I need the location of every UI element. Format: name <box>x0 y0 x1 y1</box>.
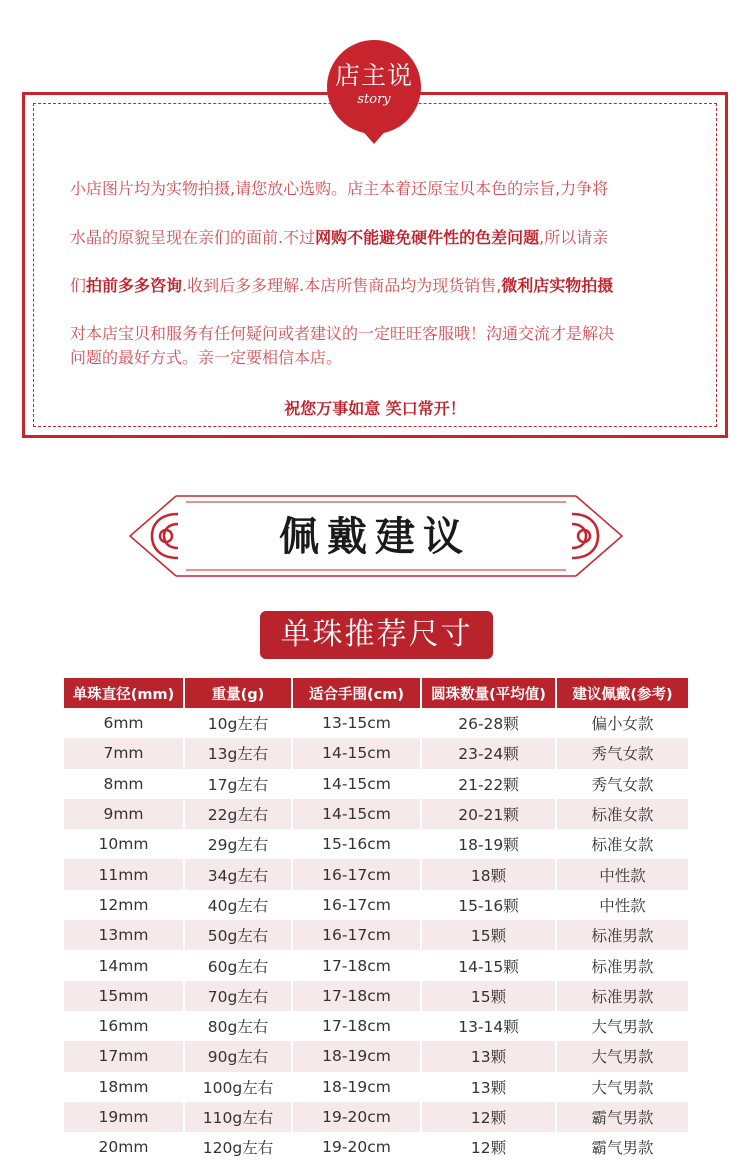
table-cell: 34g左右 <box>185 859 293 889</box>
table-header-cell: 重量(g) <box>185 678 293 708</box>
table-row <box>64 769 688 799</box>
table-row <box>64 1041 688 1071</box>
table-cell: 19mm <box>64 1102 185 1132</box>
notice-highlight: 拍前多多咨询 <box>86 276 183 295</box>
table-cell: 17-18cm <box>293 950 422 980</box>
table-cell: 霸气男款 <box>591 1109 654 1127</box>
notice-text: ,所以请亲 <box>539 228 609 247</box>
table-cell: 16mm <box>64 1011 185 1041</box>
notice-text: 们 <box>70 276 87 295</box>
table-cell: 80g左右 <box>185 1011 293 1041</box>
table-cell: 12颗 <box>422 1102 557 1132</box>
notice-wish: 祝您万事如意 笑口常开！ <box>284 399 466 418</box>
table-cell: 120g左右 <box>185 1132 293 1162</box>
table-cell: 19-20cm <box>293 1132 422 1162</box>
table-header-row <box>64 678 688 708</box>
table-cell: 18-19cm <box>293 1072 422 1102</box>
table-cell: 标准女款 <box>591 806 654 825</box>
table-cell: 23-24颗 <box>422 738 557 768</box>
table-cell: 14mm <box>64 950 185 980</box>
notice-highlight: 微利店实物拍摄 <box>501 276 614 295</box>
table-cell: 18-19cm <box>293 1041 422 1071</box>
table-cell: 100g左右 <box>185 1072 293 1102</box>
table-cell: 29g左右 <box>185 829 293 859</box>
table-cell: 大气男款 <box>591 1078 654 1097</box>
table-cell: 17-18cm <box>293 981 422 1011</box>
table-cell: 15颗 <box>422 981 557 1011</box>
notice-highlight: 网购不能避免硬件性的色差问题 <box>315 228 540 247</box>
table-cell: 12颗 <box>422 1132 557 1162</box>
table-cell: 14-15cm <box>293 799 422 829</box>
table-row <box>64 981 688 1011</box>
table-row <box>64 1102 688 1132</box>
table-cell: 11mm <box>64 859 185 889</box>
notice-line-5: 问题的最好方式。亲一定要相信本店。 <box>70 348 343 367</box>
table-cell: 秀气女款 <box>591 745 654 764</box>
table-cell: 标准男款 <box>591 957 654 976</box>
table-cell: 大气男款 <box>591 1048 654 1067</box>
table-row <box>64 1011 688 1041</box>
table-cell: 40g左右 <box>185 890 293 920</box>
notice-line-2 <box>70 228 608 248</box>
bead-size-ribbon: 单珠推荐尺寸 <box>260 611 493 659</box>
table-cell: 16-17cm <box>293 859 422 889</box>
table-cell: 7mm <box>64 738 185 768</box>
notice-dashed-border <box>33 103 717 427</box>
table-cell: 13颗 <box>422 1072 557 1102</box>
table-row <box>64 829 688 859</box>
table-cell: 12mm <box>64 890 185 920</box>
table-cell: 秀气女款 <box>591 775 654 794</box>
table-cell: 16-17cm <box>293 920 422 950</box>
shopkeeper-says-badge <box>327 40 421 134</box>
table-cell: 18-19颗 <box>422 829 557 859</box>
table-cell: 中性款 <box>599 866 646 885</box>
table-row <box>64 1072 688 1102</box>
table-cell: 大气男款 <box>591 1018 654 1037</box>
table-cell: 标准男款 <box>591 927 654 946</box>
badge-title: 店主说 <box>334 61 413 90</box>
table-row <box>64 920 688 950</box>
table-header-cell: 圆珠数量(平均值) <box>422 678 557 708</box>
table-cell: 标准女款 <box>591 836 654 855</box>
bead-size-table <box>64 678 688 1162</box>
table-cell: 8mm <box>64 769 185 799</box>
notice-line-1: 小店图片均为实物拍摄,请您放心选购。店主本着还原宝贝本色的宗旨,力争将 <box>70 179 609 198</box>
table-cell: 17mm <box>64 1041 185 1071</box>
table-cell: 22g左右 <box>185 799 293 829</box>
notice-line-4: 对本店宝贝和服务有任何疑问或者建议的一定旺旺客服哦！沟通交流才是解决 <box>70 324 615 343</box>
table-row <box>64 708 688 738</box>
table-cell: 20-21颗 <box>422 799 557 829</box>
table-cell: 16-17cm <box>293 890 422 920</box>
table-cell: 13-14颗 <box>422 1011 557 1041</box>
notice-text: .收到后多多理解.本店所售商品均为现货销售, <box>182 276 502 295</box>
table-cell: 标准男款 <box>591 987 654 1006</box>
table-cell: 13颗 <box>422 1041 557 1071</box>
table-row <box>64 1132 688 1162</box>
table-cell: 中性款 <box>599 896 646 915</box>
table-cell: 霸气男款 <box>591 1139 654 1158</box>
table-cell: 9mm <box>64 799 185 829</box>
table-row <box>64 738 688 768</box>
table-cell: 70g左右 <box>185 981 293 1011</box>
table-row <box>64 799 688 829</box>
table-cell: 15颗 <box>422 920 557 950</box>
table-cell: 10g左右 <box>185 708 293 738</box>
table-header-cell: 单珠直径(mm) <box>64 678 185 708</box>
table-cell: 13g左右 <box>185 738 293 768</box>
table-cell: 50g左右 <box>185 920 293 950</box>
notice-text: 水晶的原貌呈现在亲们的面前.不过 <box>70 228 316 247</box>
table-cell: 110g左右 <box>185 1102 293 1132</box>
badge-subtitle: story <box>357 92 391 107</box>
table-cell: 20mm <box>64 1132 185 1162</box>
table-cell: 21-22颗 <box>422 769 557 799</box>
notice-line-3 <box>70 276 613 296</box>
table-cell: 17-18cm <box>293 1011 422 1041</box>
table-cell: 19-20cm <box>293 1102 422 1132</box>
table-cell: 14-15cm <box>293 738 422 768</box>
table-cell: 15mm <box>64 981 185 1011</box>
table-row <box>64 950 688 980</box>
table-cell: 10mm <box>64 829 185 859</box>
table-cell: 18mm <box>64 1072 185 1102</box>
table-cell: 17g左右 <box>185 769 293 799</box>
table-header-cell: 建议佩戴(参考) <box>572 686 673 703</box>
table-cell: 26-28颗 <box>422 708 557 738</box>
table-row <box>64 859 688 889</box>
table-cell: 90g左右 <box>185 1041 293 1071</box>
table-header-cell: 适合手围(cm) <box>293 678 422 708</box>
table-cell: 18颗 <box>422 859 557 889</box>
table-cell: 14-15cm <box>293 769 422 799</box>
table-cell: 偏小女款 <box>591 715 654 734</box>
table-cell: 14-15颗 <box>422 950 557 980</box>
table-row <box>64 890 688 920</box>
table-cell: 15-16颗 <box>422 890 557 920</box>
table-body <box>64 708 688 1162</box>
table-cell: 6mm <box>64 708 185 738</box>
table-cell: 13-15cm <box>293 708 422 738</box>
wearing-advice-title: 佩戴建议 <box>279 513 471 560</box>
table-cell: 13mm <box>64 920 185 950</box>
table-cell: 60g左右 <box>185 950 293 980</box>
table-cell: 15-16cm <box>293 829 422 859</box>
